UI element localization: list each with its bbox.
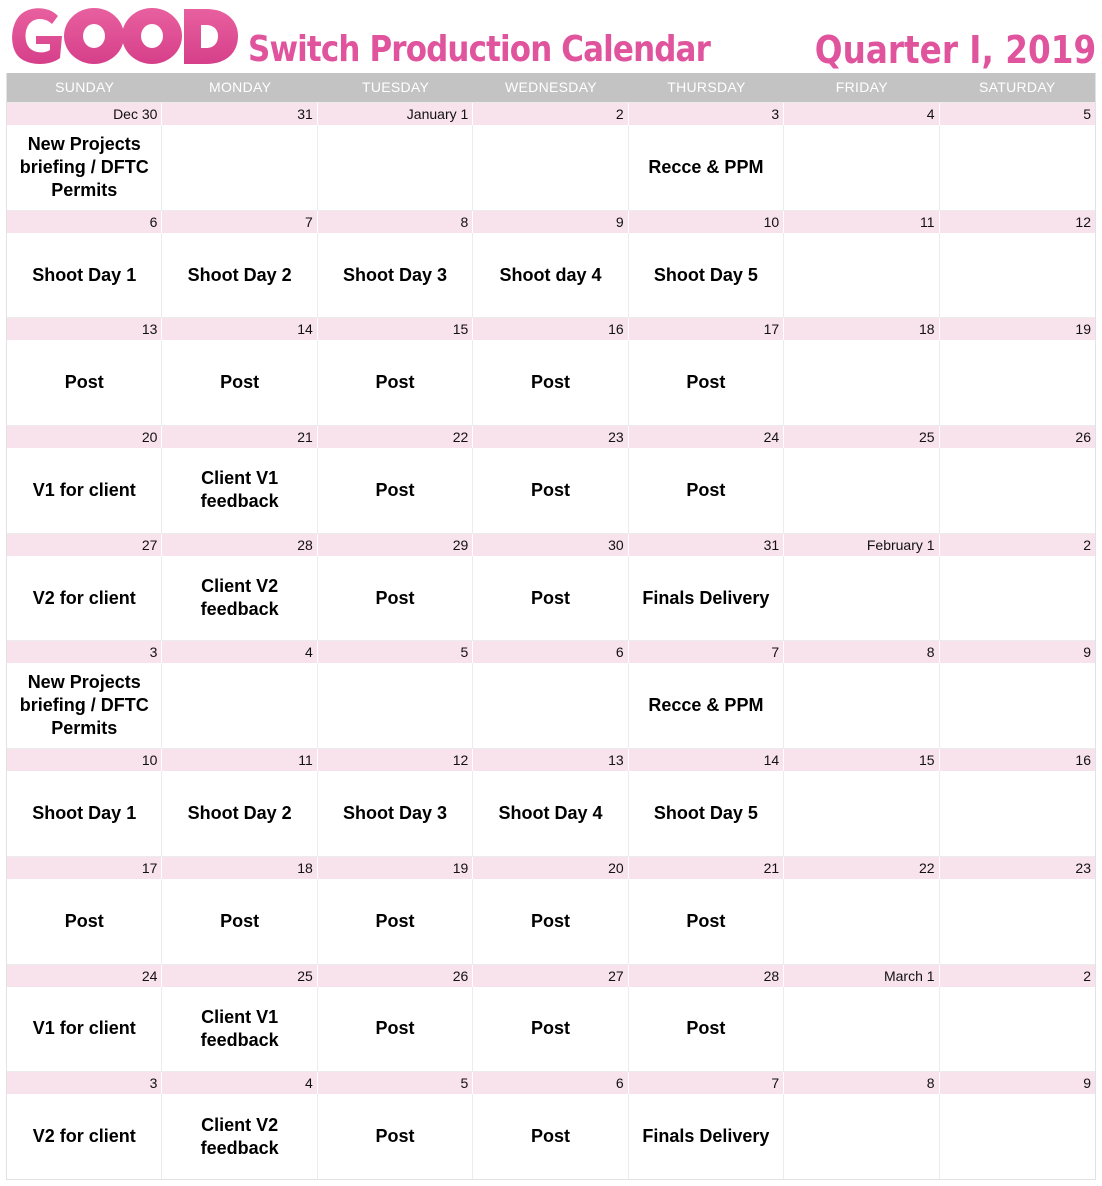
- date-number: 11: [784, 211, 939, 233]
- day-cell-event: Finals Delivery: [629, 1094, 784, 1179]
- date-number: 27: [473, 965, 628, 987]
- date-number: 6: [473, 1072, 628, 1094]
- date-number: 19: [318, 857, 473, 879]
- day-cell-event: Post: [162, 879, 317, 964]
- day-cell-event: V1 for client: [7, 448, 162, 533]
- day-header-monday: MONDAY: [209, 79, 272, 95]
- date-row: [7, 318, 1095, 340]
- date-number: 4: [162, 1072, 317, 1094]
- day-cell-event: Post: [473, 340, 628, 425]
- day-cell-event: Shoot Day 3: [318, 233, 473, 318]
- date-number: Dec 30: [7, 103, 162, 125]
- event-row: [7, 556, 1095, 641]
- calendar-week: [7, 856, 1095, 964]
- day-cell-event: New Projects briefing / DFTC Permits: [7, 663, 162, 748]
- day-cell-event: [940, 448, 1095, 533]
- date-number: 13: [473, 749, 628, 771]
- day-header-tuesday: TUESDAY: [361, 79, 430, 95]
- day-cell-event: Client V1 feedback: [162, 987, 317, 1072]
- date-number: 21: [629, 857, 784, 879]
- date-number: 31: [629, 534, 784, 556]
- day-cell-event: Post: [629, 879, 784, 964]
- day-cell-event: [940, 340, 1095, 425]
- calendar-week: [7, 317, 1095, 425]
- date-row: [7, 211, 1095, 233]
- date-number: February 1: [784, 534, 939, 556]
- event-row: [7, 879, 1095, 964]
- day-header-saturday: SATURDAY: [979, 79, 1056, 95]
- date-number: 22: [784, 857, 939, 879]
- day-cell-event: [318, 663, 473, 748]
- day-cell-event: Client V2 feedback: [162, 1094, 317, 1179]
- date-number: 19: [1075, 321, 1091, 338]
- date-number: 4: [162, 641, 317, 663]
- date-number: 11: [162, 749, 317, 771]
- date-number: 30: [473, 534, 628, 556]
- day-cell-event: [940, 233, 1095, 318]
- day-cell-event: [784, 987, 939, 1072]
- calendar-week: [7, 210, 1095, 318]
- day-cell-event: [162, 125, 317, 210]
- date-number: 20: [7, 426, 162, 448]
- day-cell-event: Shoot Day 1: [7, 771, 162, 856]
- day-cell-event: Post: [629, 448, 784, 533]
- date-number: 7: [162, 211, 317, 233]
- day-cell-event: Post: [629, 987, 784, 1072]
- date-number: 3: [7, 641, 162, 663]
- day-cell-event: Shoot Day 5: [629, 233, 784, 318]
- date-number: 10: [7, 749, 162, 771]
- day-cell-event: [318, 125, 473, 210]
- date-number: 18: [784, 318, 939, 340]
- date-number: March 1: [784, 965, 939, 987]
- day-cell-event: Post: [473, 556, 628, 641]
- date-number: 5: [1083, 106, 1091, 122]
- date-number: 15: [318, 318, 473, 340]
- day-cell-event: V2 for client: [7, 556, 162, 641]
- quarter-label: Quarter I, 2019: [814, 28, 1096, 72]
- event-row: [7, 663, 1095, 748]
- date-number: 15: [784, 749, 939, 771]
- day-cell-event: Shoot Day 4: [473, 771, 628, 856]
- date-number: January 1: [318, 103, 473, 125]
- event-row: [7, 987, 1095, 1072]
- date-number: 2: [1083, 967, 1091, 984]
- day-header-row: [7, 73, 1095, 102]
- day-cell-event: Shoot Day 5: [629, 771, 784, 856]
- date-number: 8: [784, 641, 939, 663]
- day-cell-event: Recce & PPM: [629, 663, 784, 748]
- day-cell-event: [784, 879, 939, 964]
- date-number: 31: [162, 103, 317, 125]
- date-number: 25: [162, 965, 317, 987]
- day-cell-event: [784, 340, 939, 425]
- calendar-week: [7, 102, 1095, 210]
- date-number: 18: [162, 857, 317, 879]
- date-number: 9: [473, 211, 628, 233]
- date-number: 25: [784, 426, 939, 448]
- date-number: 17: [7, 857, 162, 879]
- day-cell-event: Shoot Day 2: [162, 233, 317, 318]
- date-number: 9: [1083, 644, 1091, 661]
- date-number: 13: [7, 318, 162, 340]
- day-cell-event: [473, 663, 628, 748]
- date-number: 22: [318, 426, 473, 448]
- calendar-grid: [6, 73, 1096, 1180]
- day-cell-event: Post: [629, 340, 784, 425]
- date-number: 8: [318, 211, 473, 233]
- date-number: 2: [1083, 536, 1091, 553]
- day-cell-event: [784, 663, 939, 748]
- day-cell-event: Shoot Day 1: [7, 233, 162, 318]
- day-cell-event: Recce & PPM: [629, 125, 784, 210]
- day-cell-event: Shoot Day 2: [162, 771, 317, 856]
- date-number: 3: [629, 103, 784, 125]
- date-number: 5: [318, 641, 473, 663]
- day-cell-event: New Projects briefing / DFTC Permits: [7, 125, 162, 210]
- date-number: 16: [1075, 752, 1091, 769]
- day-cell-event: [473, 125, 628, 210]
- calendar-week: [7, 964, 1095, 1072]
- day-cell-event: Finals Delivery: [629, 556, 784, 641]
- date-number: 23: [1075, 859, 1091, 876]
- day-header-friday: FRIDAY: [835, 79, 888, 95]
- day-cell-event: Client V2 feedback: [162, 556, 317, 641]
- day-cell-event: [784, 556, 939, 641]
- day-cell-event: Post: [318, 340, 473, 425]
- date-number: 4: [784, 103, 939, 125]
- day-header-sunday: SUNDAY: [55, 79, 115, 95]
- date-number: 23: [473, 426, 628, 448]
- day-cell-event: [940, 1094, 1095, 1179]
- day-cell-event: Post: [318, 448, 473, 533]
- weeks-container: [7, 102, 1095, 1179]
- date-number: 26: [318, 965, 473, 987]
- date-number: 26: [1075, 429, 1091, 446]
- event-row: [7, 448, 1095, 533]
- date-number: 20: [473, 857, 628, 879]
- day-cell-event: [940, 663, 1095, 748]
- day-cell-event: [784, 125, 939, 210]
- date-number: 8: [784, 1072, 939, 1094]
- date-number: 29: [318, 534, 473, 556]
- day-cell-event: Shoot Day 3: [318, 771, 473, 856]
- date-number: 14: [629, 749, 784, 771]
- day-cell-event: Post: [473, 1094, 628, 1179]
- day-cell-event: Post: [7, 340, 162, 425]
- day-cell-event: [162, 663, 317, 748]
- date-row: [7, 1072, 1095, 1094]
- calendar-title: Switch Production Calendar: [248, 29, 710, 70]
- calendar-week: [7, 748, 1095, 856]
- day-cell-event: Post: [7, 879, 162, 964]
- date-row: [7, 749, 1095, 771]
- day-cell-event: [784, 233, 939, 318]
- day-cell-event: Post: [473, 879, 628, 964]
- day-cell-event: [784, 771, 939, 856]
- date-number: 17: [629, 318, 784, 340]
- date-row: [7, 965, 1095, 987]
- day-cell-event: [940, 125, 1095, 210]
- day-cell-event: Post: [318, 1094, 473, 1179]
- day-cell-event: [784, 448, 939, 533]
- date-row: [7, 641, 1095, 663]
- day-cell-event: [940, 987, 1095, 1072]
- day-cell-event: [940, 556, 1095, 641]
- day-cell-event: Client V1 feedback: [162, 448, 317, 533]
- day-cell-event: Post: [473, 987, 628, 1072]
- day-header-thursday: THURSDAY: [667, 79, 746, 95]
- header: [0, 0, 1102, 72]
- day-cell-event: [940, 879, 1095, 964]
- date-number: 7: [629, 641, 784, 663]
- date-number: 12: [1075, 213, 1091, 230]
- date-number: 9: [1083, 1075, 1091, 1092]
- event-row: [7, 125, 1095, 210]
- day-cell-event: Shoot day 4: [473, 233, 628, 318]
- date-number: 28: [629, 965, 784, 987]
- day-cell-event: Post: [318, 987, 473, 1072]
- event-row: [7, 340, 1095, 425]
- event-row: [7, 1094, 1095, 1179]
- day-cell-event: Post: [162, 340, 317, 425]
- date-number: 14: [162, 318, 317, 340]
- day-cell-event: [784, 1094, 939, 1179]
- date-row: [7, 534, 1095, 556]
- day-cell-event: Post: [318, 556, 473, 641]
- day-cell-event: [940, 771, 1095, 856]
- day-header-wednesday: WEDNESDAY: [505, 79, 597, 95]
- date-row: [7, 103, 1095, 125]
- event-row: [7, 233, 1095, 318]
- date-number: 12: [318, 749, 473, 771]
- date-row: [7, 426, 1095, 448]
- date-row: [7, 857, 1095, 879]
- date-number: 6: [7, 211, 162, 233]
- date-number: 5: [318, 1072, 473, 1094]
- calendar-week: [7, 533, 1095, 641]
- date-number: 10: [629, 211, 784, 233]
- date-number: 28: [162, 534, 317, 556]
- date-number: 24: [629, 426, 784, 448]
- day-cell-event: Post: [318, 879, 473, 964]
- good-logo: [6, 6, 238, 66]
- day-cell-event: V1 for client: [7, 987, 162, 1072]
- date-number: 3: [7, 1072, 162, 1094]
- date-number: 24: [7, 965, 162, 987]
- date-number: 27: [7, 534, 162, 556]
- calendar-week: [7, 1071, 1095, 1179]
- date-number: 6: [473, 641, 628, 663]
- date-number: 21: [162, 426, 317, 448]
- day-cell-event: V2 for client: [7, 1094, 162, 1179]
- event-row: [7, 771, 1095, 856]
- date-number: 7: [629, 1072, 784, 1094]
- day-cell-event: Post: [473, 448, 628, 533]
- date-number: 16: [473, 318, 628, 340]
- date-number: 2: [473, 103, 628, 125]
- calendar-week: [7, 425, 1095, 533]
- calendar-week: [7, 640, 1095, 748]
